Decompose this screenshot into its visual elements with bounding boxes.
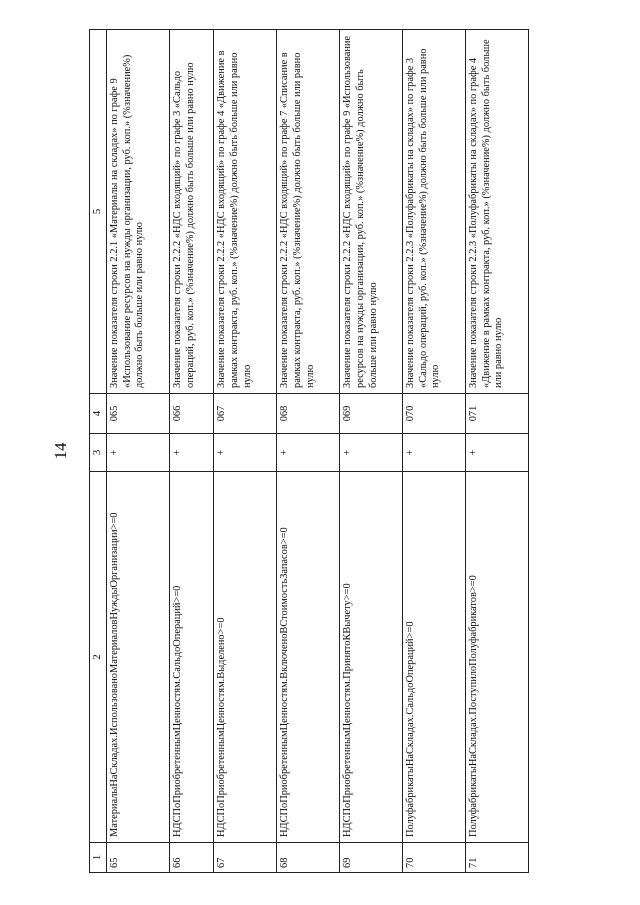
row-code: 066 [169, 394, 213, 434]
row-code: 068 [277, 394, 340, 434]
row-expression: МатериалыНаСкладах.ИспользованоМатериаловНуждыОрганизации>=0 [107, 472, 170, 843]
rotated-table-container [89, 30, 529, 873]
row-flag: + [107, 434, 170, 472]
row-expression: НДСПоПриобретеннымЦенностям.ПринятоКВычету>=0 [340, 472, 403, 843]
row-flag: + [466, 434, 529, 472]
row-number: 70 [403, 843, 466, 873]
row-expression: НДСПоПриобретеннымЦенностям.ВключеноВСтоимостьЗапасов>=0 [277, 472, 340, 843]
row-description: Значение показателя строки 2.2.3 «Полуфабрикаты на складах» по графе 3 «Сальдо операций, руб. коп.» (%значение%) должно быть больше или равно нулю [403, 30, 466, 394]
row-description: Значение показателя строки 2.2.2 «НДС входящий» по графе 4 «Движение в рамках контракта, руб. коп.» (%значение%) должно быть больше или равно нулю [214, 30, 277, 394]
table-row [340, 30, 403, 873]
row-expression: ПолуфабрикатыНаСкладах.ПоступилоПолуфабрикатов>=0 [466, 472, 529, 843]
row-description: Значение показателя строки 2.2.2 «НДС входящий» по графе 7 «Списание в рамках контракта, руб. коп.» (%значение%) должно быть больше или равно нулю [277, 30, 340, 394]
row-code: 070 [403, 394, 466, 434]
row-flag: + [214, 434, 277, 472]
table-row [403, 30, 466, 873]
table-header-row [90, 30, 107, 873]
column-header-5: 5 [90, 30, 107, 394]
row-flag: + [403, 434, 466, 472]
row-number: 71 [466, 843, 529, 873]
table-row [169, 30, 213, 873]
row-code: 065 [107, 394, 170, 434]
table-row [277, 30, 340, 873]
row-description: Значение показателя строки 2.2.3 «Полуфабрикаты на складах» по графе 4 «Движение в рамках контракта, руб. коп.» (%значение%) должно быть больше или равно нулю [466, 30, 529, 394]
row-flag: + [340, 434, 403, 472]
table-row [466, 30, 529, 873]
row-number: 68 [277, 843, 340, 873]
column-header-4: 4 [90, 394, 107, 434]
row-expression: НДСПоПриобретеннымЦенностям.СальдоОпераций>=0 [169, 472, 213, 843]
row-number: 66 [169, 843, 213, 873]
row-expression: ПолуфабрикатыНаСкладах.СальдоОпераций>=0 [403, 472, 466, 843]
row-code: 067 [214, 394, 277, 434]
column-header-1: 1 [90, 843, 107, 873]
table-row [107, 30, 170, 873]
row-flag: + [277, 434, 340, 472]
validation-rules-table [89, 29, 529, 873]
row-code: 069 [340, 394, 403, 434]
row-description: Значение показателя строки 2.2.2 «НДС входящий» по графе 9 «Использование ресурсов на нужды организации, руб. коп.» (%значение%) должно быть больше или равно нулю [340, 30, 403, 394]
column-header-3: 3 [90, 434, 107, 472]
row-number: 67 [214, 843, 277, 873]
row-number: 65 [107, 843, 170, 873]
row-description: Значение показателя строки 2.2.2 «НДС входящий» по графе 3 «Сальдо операций, руб. коп.» (%значение%) должно быть больше или равно нулю [169, 30, 213, 394]
row-description: Значение показателя строки 2.2.1 «Материалы на складах» по графе 9 «Использование ресурсов на нужды организации, руб. коп.» (%значение%) должно быть больше или равно нулю [107, 30, 170, 394]
column-header-2: 2 [90, 472, 107, 843]
row-flag: + [169, 434, 213, 472]
row-expression: НДСПоПриобретеннымЦенностям.Выделено>=0 [214, 472, 277, 843]
row-code: 071 [466, 394, 529, 434]
table-row [214, 30, 277, 873]
page-number: 14 [51, 442, 70, 460]
row-number: 69 [340, 843, 403, 873]
